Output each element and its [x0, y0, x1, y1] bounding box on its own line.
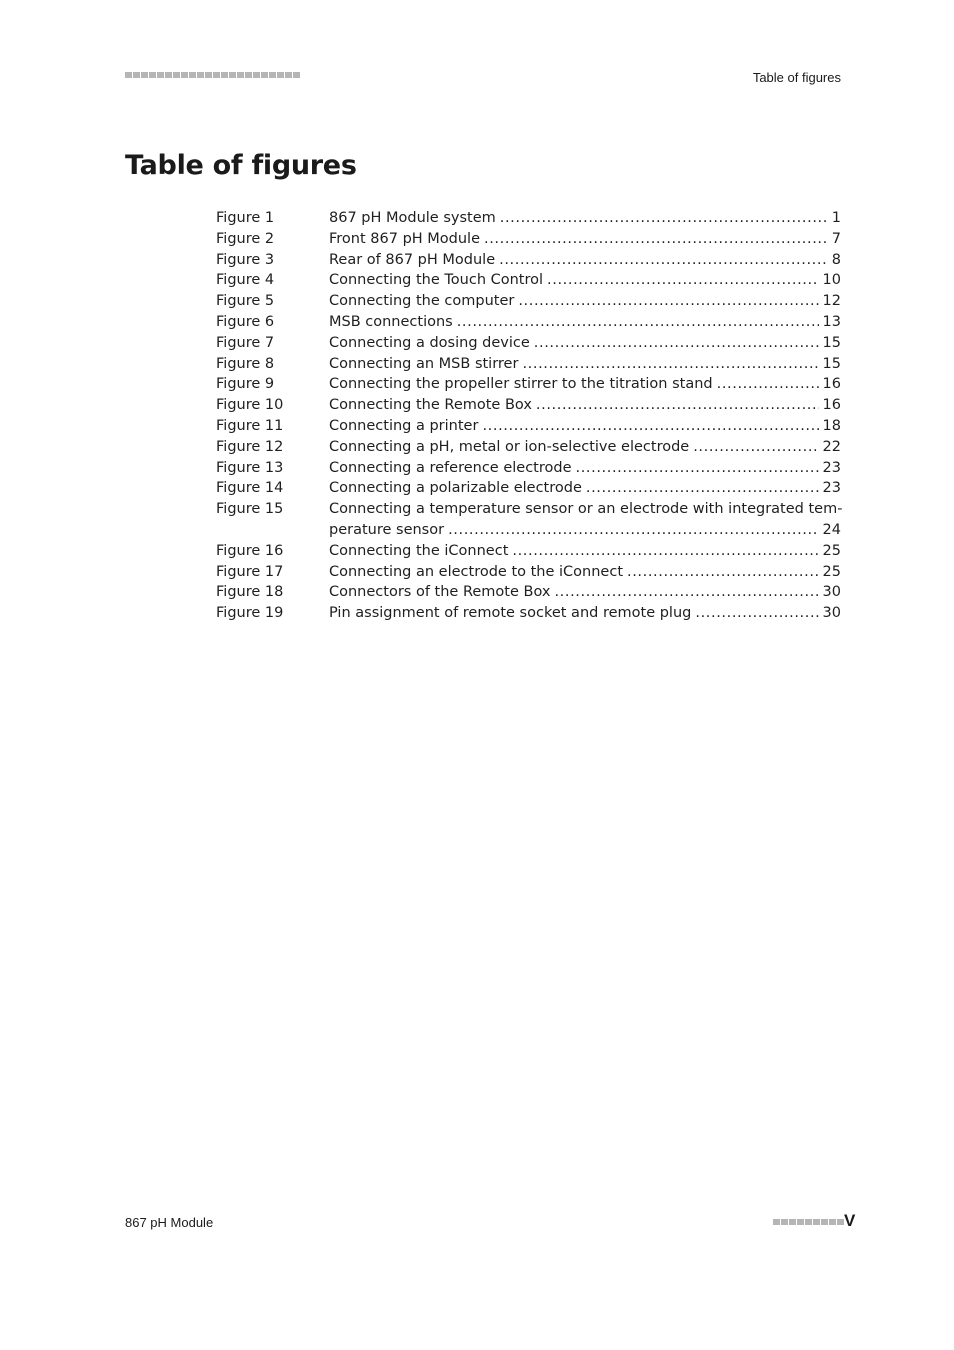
toc-row[interactable]	[216, 582, 841, 603]
page-ref: 23	[822, 480, 841, 497]
dot-leader	[586, 478, 819, 499]
figure-entry	[329, 374, 841, 395]
page-ref: 13	[822, 313, 841, 330]
dot-leader	[499, 250, 828, 271]
page-ref: 22	[822, 438, 841, 455]
figure-title: Connecting the propeller stirrer to the titration stand	[329, 376, 713, 393]
footer-decoration-squares	[773, 1219, 844, 1225]
figure-label: Figure 18	[216, 584, 284, 601]
figure-entry	[329, 354, 841, 375]
decoration-square	[245, 72, 252, 78]
page-ref: 7	[831, 230, 841, 247]
figure-label: Figure 1	[216, 210, 275, 226]
toc-row[interactable]	[216, 562, 841, 583]
figure-label: Figure 6	[216, 313, 275, 330]
decoration-square	[293, 72, 300, 78]
toc-row[interactable]	[216, 270, 841, 291]
figure-title: Connecting an MSB stirrer	[329, 355, 519, 372]
header-decoration-squares	[125, 72, 300, 78]
figure-entry	[329, 395, 841, 416]
toc-row[interactable]	[216, 603, 841, 624]
decoration-square	[837, 1219, 844, 1225]
decoration-square	[125, 72, 132, 78]
page-ref: 10	[822, 272, 841, 289]
figure-title: Rear of 867 pH Module	[329, 251, 496, 268]
figure-title: Connectors of the Remote Box	[329, 584, 551, 601]
figure-entry	[329, 582, 841, 603]
figure-label: Figure 13	[216, 459, 284, 476]
decoration-square	[789, 1219, 796, 1225]
figure-title: Connecting a dosing device	[329, 334, 530, 351]
decoration-square	[773, 1219, 780, 1225]
dot-leader	[512, 541, 818, 562]
page-ref: 15	[822, 334, 841, 351]
toc-row[interactable]	[216, 354, 841, 375]
page-ref: 23	[822, 459, 841, 476]
figure-title: 867 pH Module system	[329, 210, 496, 226]
dot-leader	[457, 312, 819, 333]
page-title: Table of figures	[125, 150, 357, 181]
decoration-square	[157, 72, 164, 78]
decoration-square	[261, 72, 268, 78]
figure-label: Figure 5	[216, 293, 275, 310]
figure-label: Figure 2	[216, 230, 275, 247]
toc-row[interactable]	[216, 437, 841, 458]
figure-entry	[329, 437, 841, 458]
figure-label: Figure 12	[216, 438, 284, 455]
figure-title: Connecting a printer	[329, 417, 479, 434]
page-ref: 30	[822, 584, 841, 601]
dot-leader	[522, 354, 818, 375]
page-number: V	[844, 1211, 856, 1230]
toc-row[interactable]	[216, 374, 841, 395]
figure-entry	[329, 312, 841, 333]
toc-row[interactable]	[216, 333, 841, 354]
decoration-square	[141, 72, 148, 78]
figure-label: Figure 17	[216, 563, 284, 580]
toc-row[interactable]	[216, 291, 841, 312]
dot-leader	[695, 603, 818, 624]
dot-leader	[576, 458, 819, 479]
figure-title: Connecting the computer	[329, 293, 515, 310]
figure-entry	[329, 458, 841, 479]
dot-leader	[482, 416, 818, 437]
figure-label: Figure 9	[216, 376, 275, 393]
decoration-square	[149, 72, 156, 78]
figure-label: Figure 10	[216, 397, 284, 414]
page-ref: 30	[822, 605, 841, 622]
decoration-square	[277, 72, 284, 78]
page-ref: 25	[822, 542, 841, 559]
page-ref: 1	[831, 210, 841, 226]
dot-leader	[627, 562, 819, 583]
toc-row[interactable]	[216, 229, 841, 250]
figure-entry	[329, 270, 841, 291]
dot-leader	[554, 582, 818, 603]
decoration-square	[165, 72, 172, 78]
dot-leader	[518, 291, 818, 312]
figure-label: Figure 3	[216, 251, 275, 268]
figure-title: Front 867 pH Module	[329, 230, 481, 247]
figure-entry	[329, 250, 841, 271]
figure-title-continuation: perature sensor	[329, 521, 445, 538]
figure-entry	[329, 416, 841, 437]
dot-leader	[484, 229, 828, 250]
decoration-square	[285, 72, 292, 78]
decoration-square	[829, 1219, 836, 1225]
decoration-square	[253, 72, 260, 78]
figure-title: Connecting the Remote Box	[329, 397, 532, 414]
page-ref: 16	[822, 376, 841, 393]
figure-label: Figure 16	[216, 542, 284, 559]
figure-entry	[329, 603, 841, 624]
page-ref: 12	[822, 293, 841, 310]
header-section-title: Table of figures	[752, 70, 841, 85]
decoration-square	[197, 72, 204, 78]
dot-leader	[534, 333, 819, 354]
page-ref: 18	[822, 417, 841, 434]
decoration-square	[821, 1219, 828, 1225]
figure-title: Connecting the Touch Control	[329, 272, 544, 289]
toc-row[interactable]	[216, 478, 841, 499]
dot-leader	[448, 520, 818, 541]
figure-title: Connecting a polarizable electrode	[329, 480, 582, 497]
figure-label: Figure 8	[216, 355, 275, 372]
toc-row[interactable]	[216, 208, 841, 229]
decoration-square	[797, 1219, 804, 1225]
toc-row[interactable]	[216, 395, 841, 416]
figure-title: Pin assignment of remote socket and remote plug	[329, 605, 692, 622]
decoration-square	[133, 72, 140, 78]
dot-leader	[536, 395, 819, 416]
decoration-square	[205, 72, 212, 78]
figure-entry	[329, 291, 841, 312]
decoration-square	[269, 72, 276, 78]
dot-leader	[547, 270, 819, 291]
decoration-square	[237, 72, 244, 78]
toc-row[interactable]	[216, 499, 841, 541]
decoration-square	[805, 1219, 812, 1225]
page-ref: 25	[822, 563, 841, 580]
footer-product-name: 867 pH Module	[125, 1215, 214, 1230]
figure-title: Connecting an electrode to the iConnect	[329, 563, 624, 580]
figure-title: Connecting a pH, metal or ion-selective electrode	[329, 438, 690, 455]
dot-leader	[717, 374, 819, 395]
decoration-square	[813, 1219, 820, 1225]
figure-title: Connecting a reference electrode	[329, 459, 572, 476]
decoration-square	[213, 72, 220, 78]
figure-title: MSB connections	[329, 313, 453, 330]
table-of-figures-list	[216, 208, 841, 624]
figure-label: Figure 14	[216, 480, 284, 497]
page-ref: 24	[822, 521, 841, 538]
figure-entry	[329, 333, 841, 354]
figure-entry	[329, 208, 841, 229]
figure-entry	[329, 562, 841, 583]
page-ref: 15	[822, 355, 841, 372]
figure-label: Figure 4	[216, 272, 275, 289]
decoration-square	[189, 72, 196, 78]
figure-title: Connecting the iConnect	[329, 542, 509, 559]
figure-label: Figure 7	[216, 334, 275, 351]
page-ref: 16	[822, 397, 841, 414]
toc-row[interactable]	[216, 416, 841, 437]
figure-entry	[329, 229, 841, 250]
figure-label: Figure 19	[216, 605, 284, 622]
decoration-square	[781, 1219, 788, 1225]
figure-title: Connecting a temperature sensor or an electrode with integrated tem-	[329, 501, 843, 518]
dot-leader	[693, 437, 818, 458]
toc-row[interactable]	[216, 458, 841, 479]
toc-row[interactable]	[216, 250, 841, 271]
figure-label: Figure 11	[216, 417, 284, 434]
dot-leader	[500, 208, 828, 229]
decoration-square	[181, 72, 188, 78]
decoration-square	[173, 72, 180, 78]
toc-row[interactable]	[216, 541, 841, 562]
decoration-square	[221, 72, 228, 78]
figure-entry	[329, 499, 841, 541]
decoration-square	[229, 72, 236, 78]
page-ref: 8	[831, 251, 841, 268]
figure-entry	[329, 541, 841, 562]
toc-row[interactable]	[216, 312, 841, 333]
figure-entry	[329, 478, 841, 499]
figure-label: Figure 15	[216, 501, 284, 518]
